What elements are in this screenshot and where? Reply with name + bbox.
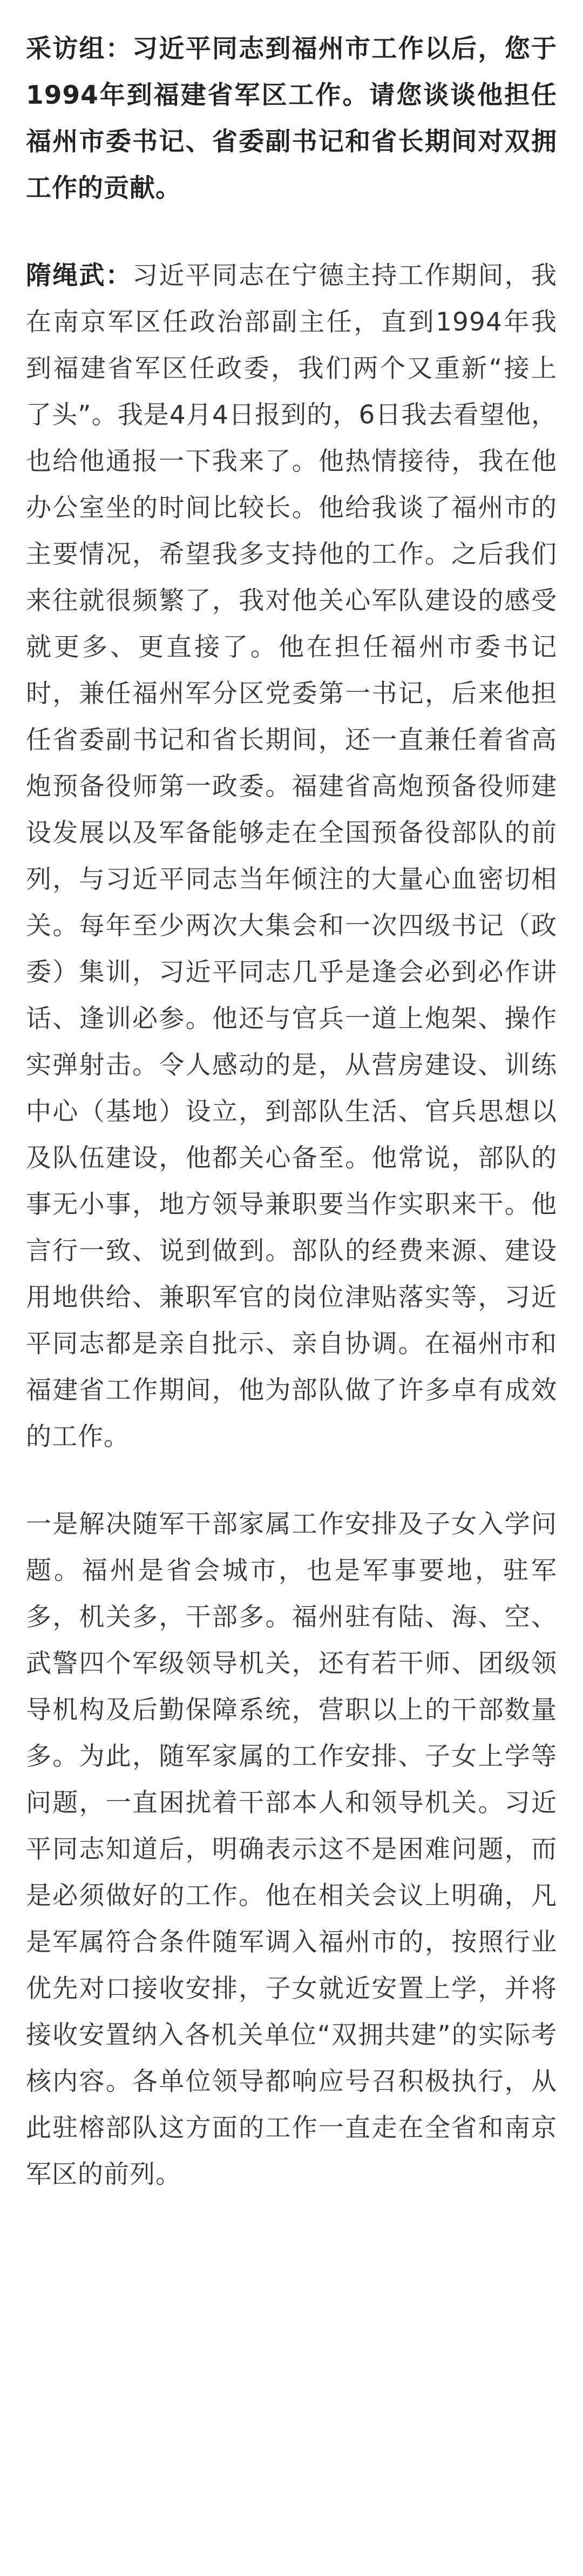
question-paragraph — [26, 26, 557, 212]
article-body — [26, 26, 557, 2198]
answer-paragraph — [26, 253, 557, 1460]
answer-speaker: 隋绳武： — [26, 261, 133, 291]
answer-text: 习近平同志在宁德主持工作期间，我在南京军区任政治部副主任，直到1994年我到福建省军区任政委，我们两个又重新“接上了头”。我是4月4日报到的，6日我去看望他，也给他通报一下我来了。他热情接待，我在他办公室坐的时间比较长。他给我谈了福州市的主要情况，希望我多支持他的工作。之后我们来往就很频繁了，我对他关心军队建设的感受就更多、更直接了。他在担任福州市委书记时，兼任福州军分区党委第一书记，后来他担任省委副书记和省长期间，还一直兼任着省高炮预备役师第一政委。福建省高炮预备役师建设发展以及军备能够走在全国预备役部队的前列，与习近平同志当年倾注的大量心血密切相关。每年至少两次大集会和一次四级书记（政委）集训，习近平同志几乎是逢会必到必作讲话、逢训必参。他还与官兵一道上炮架、操作实弹射击。令人感动的是，从营房建设、训练中心（基地）设立，到部队生活、官兵思想以及队伍建设，他都关心备至。他常说，部队的事无小事，地方领导兼职要当作实职来干。他言行一致、说到做到。部队的经费来源、建设用地供给、兼职军官的岗位津贴落实等，习近平同志都是亲自批示、亲自协调。在福州市和福建省工作期间，他为部队做了许多卓有成效的工作。 — [26, 261, 558, 1452]
body-paragraph-3: 一是解决随军干部家属工作安排及子女入学问题。福州是省会城市，也是军事要地，驻军多，机关多，干部多。福州驻有陆、海、空、武警四个军级领导机关，还有若干师、团级领导机构及后勤保障系统，营职以上的干部数量多。为此，随军家属的工作安排、子女上学等问题，一直困扰着干部本人和领导机关。习近平同志知道后，明确表示这不是困难问题，而是必须做好的工作。他在相关会议上明确，凡是军属符合条件随军调入福州市的，按照行业优先对口接收安排，子女就近安置上学，并将接收安置纳入各机关单位“双拥共建”的实际考核内容。各单位领导都响应号召积极执行，从此驻榕部队这方面的工作一直走在全省和南京军区的前列。 — [26, 1509, 557, 2189]
question-text: 习近平同志到福州市工作以后，您于1994年到福建省军区工作。请您谈谈他担任福州市委书记、省委副书记和省长期间对双拥工作的贡献。 — [26, 34, 558, 203]
question-speaker: 采访组： — [26, 34, 133, 64]
